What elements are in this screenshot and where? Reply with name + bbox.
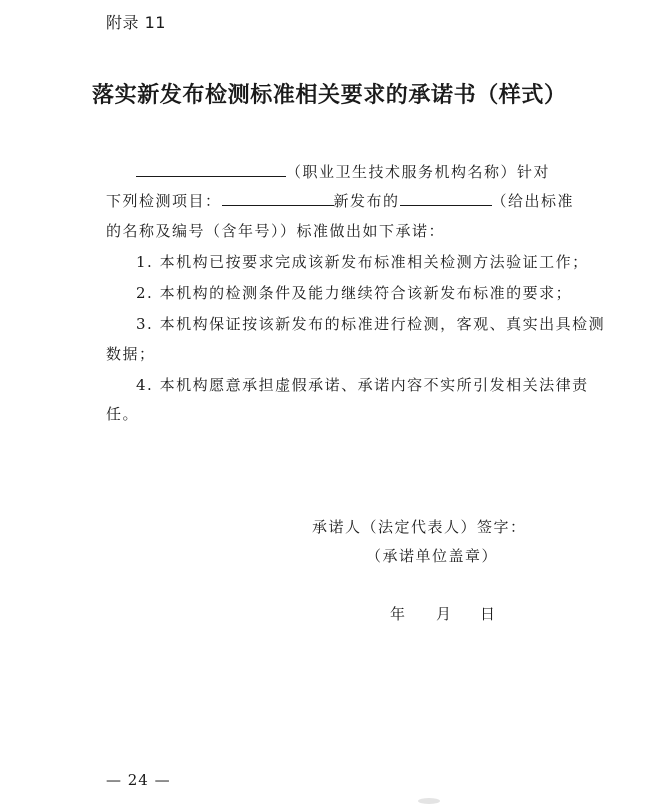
commitment-item-3: 3. 本机构保证按该新发布的标准进行检测，客观、真实出具检测	[136, 315, 606, 333]
intro-line-3: 的名称及编号（含年号））标准做出如下承诺：	[106, 222, 446, 240]
commitment-item-1: 1. 本机构已按要求完成该新发布标准相关检测方法验证工作；	[136, 253, 589, 271]
document-title: 落实新发布检测标准相关要求的承诺书（样式）	[92, 82, 567, 108]
intro-line-2-suffix: （给出标准	[491, 192, 575, 210]
appendix-label: 附录 11	[106, 13, 166, 32]
intro-line-1-text: （职业卫生技术服务机构名称）针对	[286, 163, 551, 181]
institution-name-blank[interactable]	[136, 162, 286, 177]
signer-label: 承诺人（法定代表人）签字：	[312, 518, 527, 536]
intro-line-2-prefix: 下列检测项目：	[106, 192, 222, 210]
standard-blank[interactable]	[400, 191, 492, 206]
intro-line-1	[136, 158, 550, 187]
commitment-item-4-cont: 任。	[106, 405, 140, 423]
test-item-blank[interactable]	[222, 191, 334, 206]
commitment-item-4: 4. 本机构愿意承担虚假承诺、承诺内容不实所引发相关法律责	[136, 376, 589, 394]
date-year-label: 年	[390, 605, 407, 623]
seal-label: （承诺单位盖章）	[366, 547, 499, 565]
scan-smudge	[418, 798, 440, 804]
intro-line-2	[106, 187, 574, 216]
page-number: — 24 —	[106, 771, 171, 789]
commitment-item-2: 2. 本机构的检测条件及能力继续符合该新发布标准的要求；	[136, 284, 573, 302]
commitment-item-3-cont: 数据；	[106, 345, 156, 363]
date-month-label: 月	[436, 605, 453, 623]
intro-line-2-middle: 新发布的	[333, 192, 400, 210]
date-day-label: 日	[480, 605, 497, 623]
